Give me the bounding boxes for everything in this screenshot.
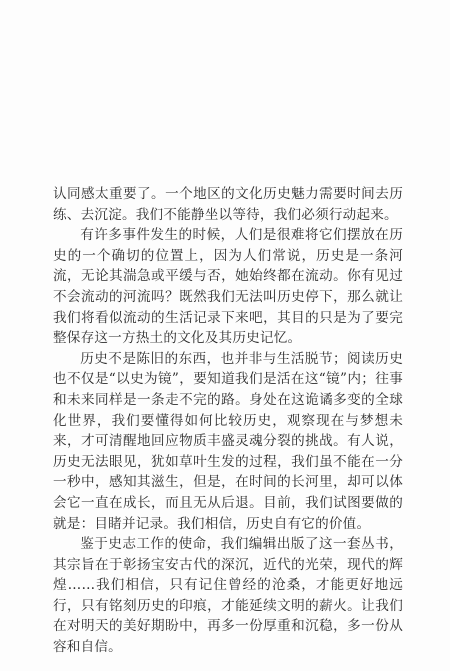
body-text — [53, 184, 403, 658]
paragraph-1: 认同感太重要了。一个地区的文化历史魅力需要时间去历练、去沉淀。我们不能静坐以等待，我们必须行动起来。 — [53, 186, 403, 223]
paragraph-3: 历史不是陈旧的东西，也并非与生活脱节；阅读历史也不仅是“以史为镜”，要知道我们是活在这“镜”内；往事和未来同样是一条走不完的路。身处在这诡谲多变的全球化世界，我们要懂得如何比较历史，观察现在与梦想未来，才可清醒地回应物质丰盛灵魂分裂的挑战。有人说，历史无法眼见，犹如草叶生发的过程，我们虽不能在一分一秒中，感知其滋生，但是，在时间的长河里，却可以体会它一直在成长，而且无从后退。目前，我们试图要做的就是：目睹并记录。我们相信，历史自有它的价值。 — [53, 350, 403, 532]
paragraph-2: 有许多事件发生的时候，人们是很难将它们摆放在历史的一个确切的位置上，因为人们常说，历史是一条河流，无论其湍急或平缓与否，她始终都在流动。你有见过不会流动的河流吗？既然我们无法叫历史停下，那么就让我们将看似流动的生活记录下来吧，其目的只是为了要完整保存这一方热土的文化及其历史记忆。 — [53, 227, 403, 347]
paragraph-4: 鉴于史志工作的使命，我们编辑出版了这一套丛书，其宗旨在于彰扬宝安古代的深沉，近代的光荣，现代的辉煌……我们相信，只有记住曾经的沧桑，才能更好地远行，只有铭刻历史的印痕，才能延续文明的薪火。让我们在对明天的美好期盼中，再多一份厚重和沉稳，多一份从容和自信。 — [53, 536, 403, 656]
